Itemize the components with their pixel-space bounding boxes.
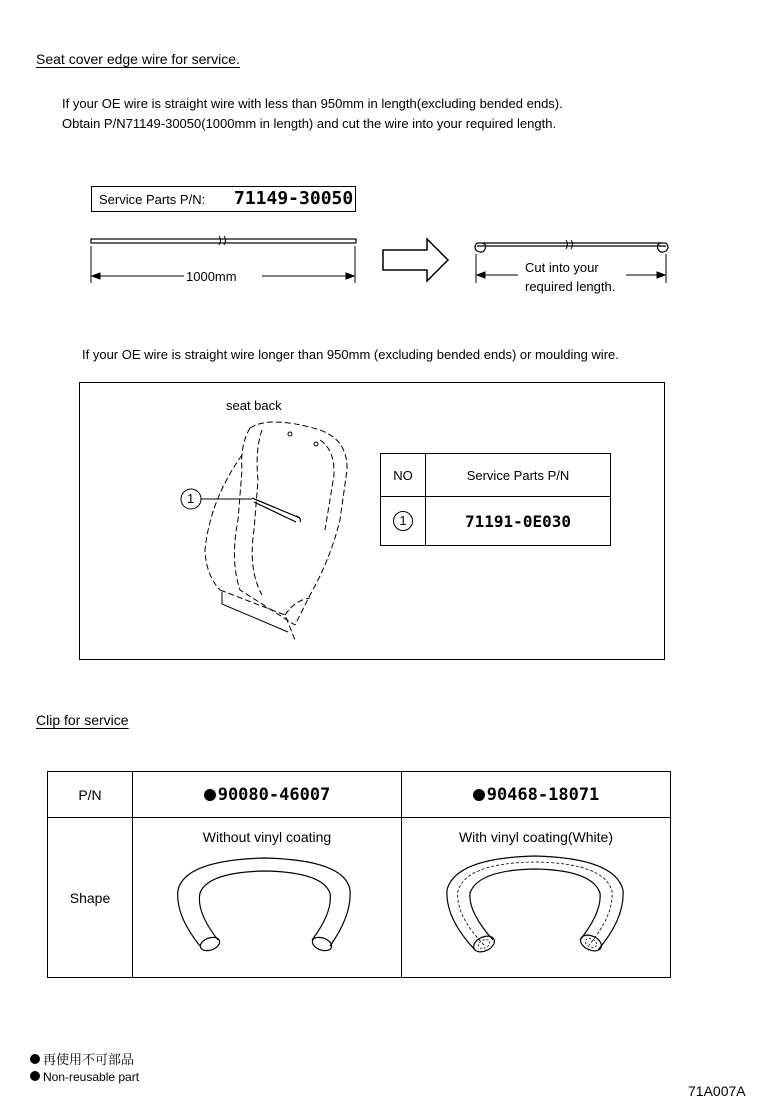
clip-with-coating-icon [447, 856, 623, 955]
table-row-pn: 71191-0E030 [426, 497, 611, 546]
table-header-pn: Service Parts P/N [426, 454, 611, 497]
legend [30, 1051, 139, 1086]
clip-part1-desc: Without vinyl coating [202, 829, 332, 845]
row-number-circle: 1 [393, 511, 413, 531]
clip-part1-number: 90080-46007 [217, 784, 331, 805]
non-reusable-dot-icon [30, 1054, 40, 1064]
seat-back-label: seat back [226, 398, 282, 413]
legend-japanese: 再使用不可部品 [43, 1053, 135, 1068]
cut-label-line2: required length. [525, 279, 616, 294]
clip-part2-number: 90468-18071 [486, 784, 600, 805]
instruction-line-1: If your OE wire is straight wire with less than 950mm in length(excluding bended ends). [62, 96, 563, 111]
section-title-edge-wire: Seat cover edge wire for service. [36, 51, 240, 67]
table-header-no: NO [381, 454, 426, 497]
non-reusable-dot-icon [30, 1071, 40, 1081]
instruction-line-2: Obtain P/N71149-30050(1000mm in length) and cut the wire into your required length. [62, 116, 557, 131]
service-parts-label: Service Parts P/N: [99, 192, 206, 207]
cut-label-line1: Cut into your [525, 260, 599, 275]
clip-shape-header: Shape [48, 818, 133, 978]
clip-without-coating-icon [178, 858, 350, 953]
length-label: 1000mm [186, 269, 237, 284]
callout-number: 1 [187, 491, 195, 506]
legend-english: Non-reusable part [43, 1070, 140, 1084]
service-part-number: 71149-30050 [234, 188, 354, 209]
figure-id: 71A007A [688, 1083, 746, 1099]
longer-wire-intro: If your OE wire is straight wire longer than 950mm (excluding bended ends) or moulding wire. [82, 347, 619, 362]
section-title-clip: Clip for service [36, 712, 129, 728]
clip-part2-desc: With vinyl coating(White) [458, 829, 614, 845]
clip-pn-header: P/N [48, 772, 133, 818]
